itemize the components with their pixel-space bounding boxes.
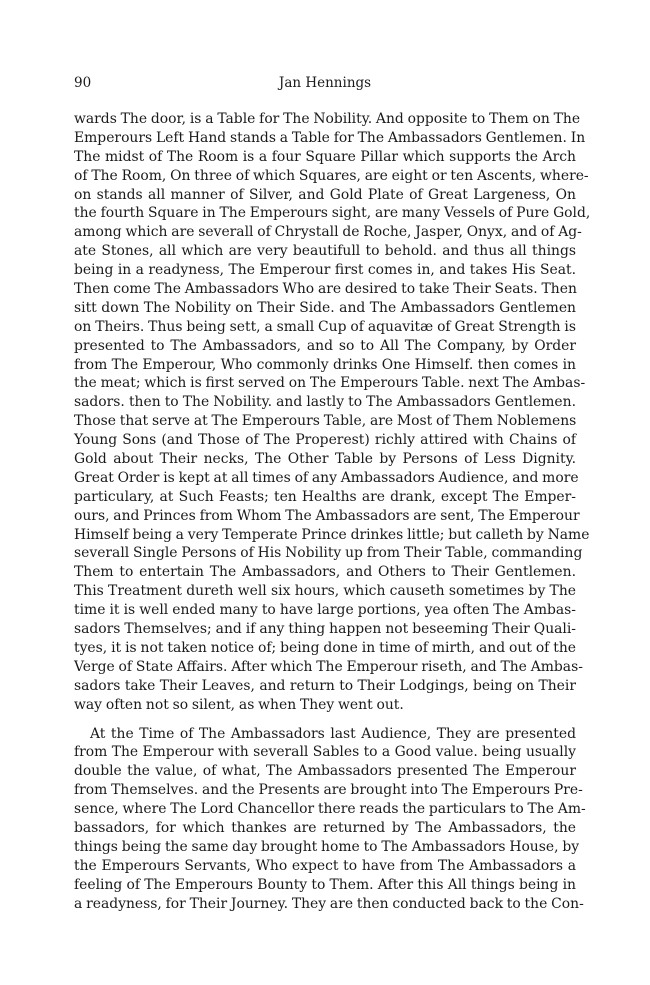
text-line: from The Emperour with severall Sables to a Good value. being usually — [74, 744, 576, 761]
text-line: Emperours Left Hand stands a Table for The Ambassadors Gentlemen. In — [74, 129, 586, 146]
text-line: Young Sons (and Those of The Properest) richly attired with Chains of — [74, 432, 576, 449]
text-line: the meat; which is first served on The Emperours Table. next The Ambas- — [74, 375, 586, 392]
text-line: double the value, of what, The Ambassadors presented The Emperour — [74, 763, 576, 780]
text-line: the Emperours Servants, Who expect to have from The Ambassadors a — [74, 857, 576, 874]
paragraph-1 — [74, 110, 591, 715]
text-line: Great Order is kept at all times of any Ambassadors Audience, and more — [74, 469, 579, 486]
text-line: on stands all manner of Silver, and Gold Plate of Great Largeness, On — [74, 186, 576, 203]
text-line: Gold about Their necks, The Other Table by Persons of Less Dignity. — [74, 451, 576, 468]
text-line: sitt down The Nobility on Their Side. and The Ambassadors Gentlemen — [74, 299, 576, 316]
running-head: Jan Hennings — [278, 75, 372, 91]
text-line: Then come The Ambassadors Who are desired to take Their Seats. Then — [74, 281, 577, 298]
text-line: sadors. then to The Nobility. and lastly to The Ambassadors Gentlemen. — [74, 394, 576, 411]
page-header — [74, 75, 576, 95]
text-line: severall Single Persons of His Nobility up from Their Table, commanding — [74, 545, 583, 562]
text-line: among which are severall of Chrystall de Roche, Jasper, Onyx, and of Ag- — [74, 224, 582, 241]
text-line: feeling of The Emperours Bounty to Them. After this All things being in — [74, 876, 576, 893]
paragraph-2 — [74, 725, 586, 914]
page-number: 90 — [74, 75, 92, 91]
text-line: ate Stones, all which are very beautifull to behold. and thus all things — [74, 243, 576, 260]
text-line: Verge of State Affairs. After which The Emperour riseth, and The Ambas- — [74, 658, 583, 675]
body-text — [74, 110, 591, 913]
text-line: Those that serve at The Emperours Table, are Most of Them Noblemens — [74, 413, 577, 430]
text-line: from Themselves. and the Presents are brought into The Emperours Pre- — [74, 782, 583, 799]
text-line: from The Emperour, Who commonly drinks One Himself. then comes in — [74, 356, 576, 373]
text-line: on Theirs. Thus being sett, a small Cup of aquavitæ of Great Strength is — [74, 318, 576, 335]
paragraph-gap — [74, 715, 576, 725]
text-line: particulary, at Such Feasts; ten Healths are drank, except The Emper- — [74, 488, 576, 505]
text-line: tyes, it is not taken notice of; being done in time of mirth, and out of the — [74, 639, 576, 656]
text-line: wards The door, is a Table for The Nobility. And opposite to Them on The — [74, 111, 581, 127]
text-line: This Treatment dureth well six hours, which causeth sometimes by The — [74, 583, 576, 600]
text-line: things being the same day brought home to The Ambassadors House, by — [74, 838, 580, 855]
text-line: Himself being a very Temperate Prince drinkes little; but calleth by Name — [74, 526, 590, 543]
text-line: Them to entertain The Ambassadors, and Others to Their Gentlemen. — [74, 564, 576, 581]
text-line: sence, where The Lord Chancellor there reads the particulars to The Am- — [74, 801, 586, 818]
text-line: way often not so silent, as when They went out. — [74, 696, 404, 713]
text-line: a readyness, for Their Journey. They are then conducted back to the Con- — [74, 895, 584, 912]
text-line: bassadors, for which thankes are returned by The Ambassadors, the — [74, 819, 576, 836]
text-line: time it is well ended many to have large portions, yea often The Ambas- — [74, 602, 576, 619]
text-line: At the Time of The Ambassadors last Audience, They are presented — [90, 725, 576, 742]
text-line: sadors Themselves; and if any thing happen not beseeming Their Quali- — [74, 621, 576, 638]
text-line: ours, and Princes from Whom The Ambassadors are sent, The Emperour — [74, 507, 580, 524]
text-line: of The Room, On three of which Squares, are eight or ten Ascents, where- — [74, 167, 589, 184]
text-line: being in a readyness, The Emperour first comes in, and takes His Seat. — [74, 262, 576, 279]
text-line: presented to The Ambassadors, and so to All The Company, by Order — [74, 337, 576, 354]
text-line: The midst of The Room is a four Square Pillar which supports the Arch — [74, 148, 576, 165]
text-line: sadors take Their Leaves, and return to Their Lodgings, being on Their — [74, 677, 576, 694]
text-line: the fourth Square in The Emperours sight, are many Vessels of Pure Gold, — [74, 205, 591, 222]
